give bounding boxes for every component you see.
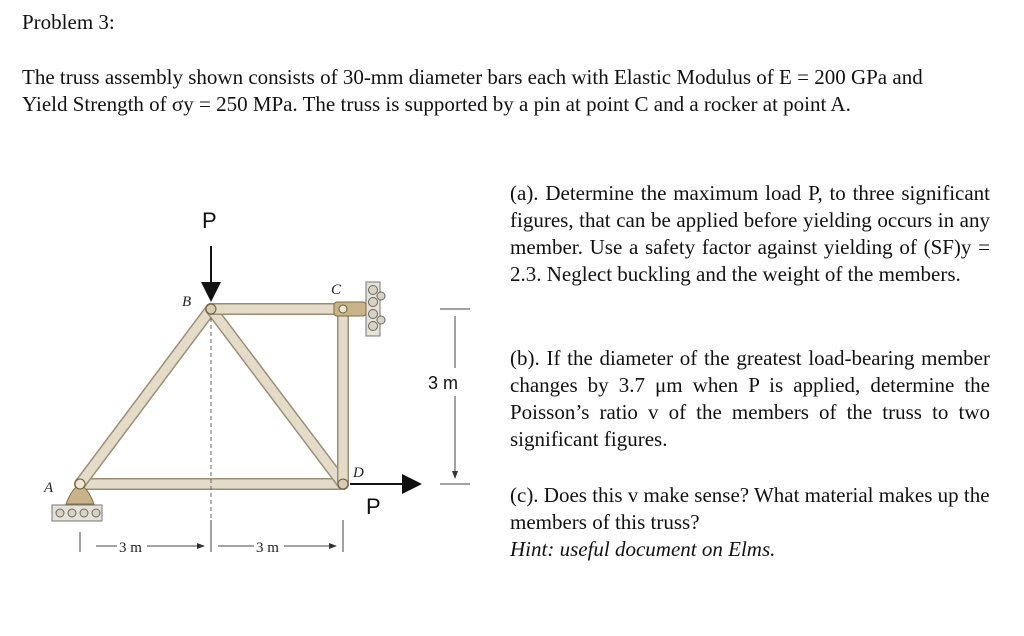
node-label-d: D (353, 465, 364, 481)
ground-support-a (52, 505, 102, 521)
problem-intro: The truss assembly shown consists of 30-mm diameter bars each with Elastic Modulus of E = 200 GPa and Yield Strength of σy = 250 MPa. The truss is supported by a pin at point C and a rocker at point A. (22, 65, 923, 116)
question-b: (b). If the diameter of the greatest load-bearing member changes by 3.7 μm when P is applied, determine the Poisson’s ratio v of the members of the truss to two significant figures. (510, 346, 990, 451)
node-label-c: C (331, 282, 342, 298)
node-label-b: B (182, 294, 192, 310)
joint-b (206, 304, 216, 314)
question-a: (a). Determine the maximum load P, to three significant figures, that can be applied before yielding occurs in any member. Use a safety factor against yielding of (SF)y = 2.3. Neglect buckling and the weight of the members. (510, 181, 990, 286)
load-label-right: P (366, 494, 381, 519)
hint-text: Hint: useful document on Elms. (510, 537, 776, 561)
node-label-a: A (44, 480, 54, 496)
dim-label-right: 3 m (256, 540, 279, 556)
joint-d (338, 479, 348, 489)
dim-label-height: 3 m (428, 373, 459, 393)
dim-label-left: 3 m (119, 540, 142, 556)
dimension-vertical (440, 309, 470, 484)
load-label-top: P (202, 208, 217, 233)
pin-c (334, 302, 366, 316)
problem-title: Problem 3: (22, 10, 115, 34)
question-c: (c). Does this v make sense? What material makes up the members of this truss? (510, 483, 990, 534)
wall-support-c (366, 282, 385, 336)
